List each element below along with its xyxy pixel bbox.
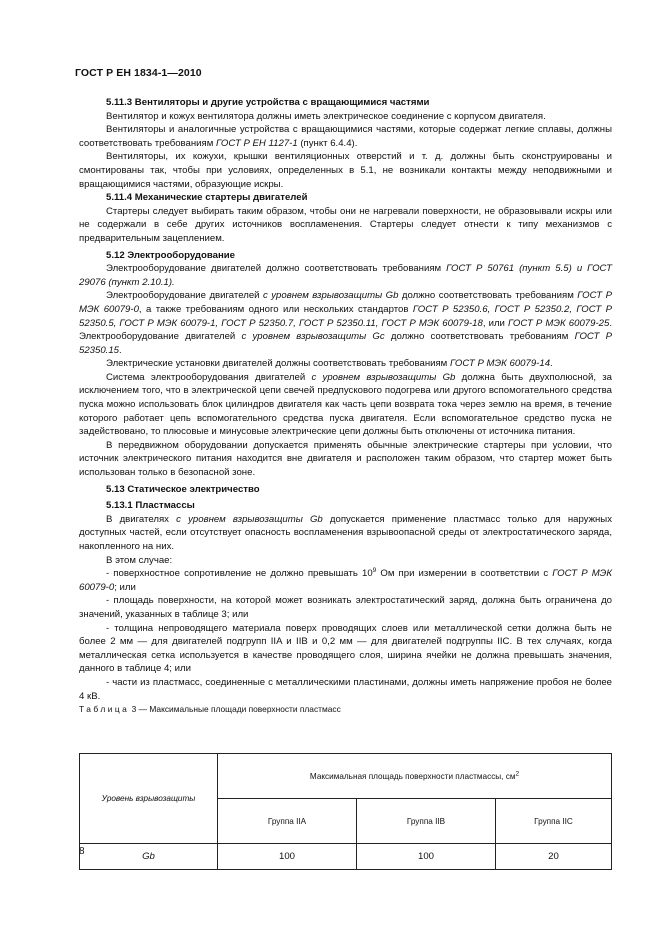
section-5-13-heading: 5.13 Статическое электричество	[106, 483, 260, 495]
document-body	[79, 96, 612, 717]
table-cell-level: Gb	[80, 844, 218, 870]
paragraph: Электрооборудование двигателей с уровнем взрывозащиты Gb должно соответствовать требованиям ГОСТ Р МЭК 60079-0, а также требованиям одного или нескольких стандартов ГОСТ Р 52350.6, ГОСТ Р 52350.2, ГОСТ Р 52350.5, ГОСТ Р МЭК 60079-1, ГОСТ Р 52350.7, ГОСТ Р 52350.11, ГОСТ Р МЭК 60079-18, или ГОСТ Р МЭК 60079-25. Электрооборудование двигателей с уровнем взрывозащиты Gc должно соответствовать требованиям ГОСТ Р 52350.15.	[79, 290, 613, 356]
paragraph: Электрические установки двигателей должны соответствовать требованиям ГОСТ Р МЭК 60079-14.	[106, 358, 553, 370]
section-5-11-3-heading: 5.11.3 Вентиляторы и другие устройства с вращающимися частями	[106, 97, 430, 108]
section-5-11-4-heading: 5.11.4 Механические стартеры двигателей	[106, 192, 308, 204]
table-cell: 100	[218, 844, 357, 870]
paragraph: Электрооборудование двигателей должно соответствовать требованиям ГОСТ Р 50761 (пункт 5.5) и ГОСТ 29076 (пункт 2.10.1).	[79, 263, 613, 288]
table-row	[80, 844, 612, 870]
list-item: - толщина непроводящего материала поверх проводящих слоев или металлической сетки должна быть не более 2 мм — для двигателей подгрупп IIA и IIB и 0,2 мм — для двигателей подгруппы IIC. В тех случаях, когда металлическая сетка используется в качестве проводящего слоя, ширина ячейки не должна превышать значения, данного в таблице 4; или	[79, 622, 612, 675]
paragraph: Система электрооборудования двигателей с уровнем взрывозащиты Gb должна быть двухполюсной, за исключением того, что в электрической цепи свечей предпускового подогрева или другого вспомогательного средства пуска можно использовать блок цилиндров двигателя как часть цепи возврата тока через землю на время, в течение которого работает цепь вспомогательного средства пуска двигателя. Если вспомогательное средство пуска не задействовано, то плюсовые и минусовые электрические цепи должны быть отключены от источника питания.	[79, 371, 612, 438]
table-cell: 100	[357, 844, 496, 870]
table-header-area: Максимальная площадь поверхности пластмассы, $см^2$	[218, 754, 612, 799]
paragraph: Вентилятор и кожух вентилятора должны иметь электрическое соединение с корпусом двигателя.	[106, 110, 546, 122]
page-number: 8	[79, 846, 85, 857]
paragraph: В двигателях с уровнем взрывозащиты Gb допускается применение пластмасс только для наружных доступных частей, если отсутствует опасность воспламенения взрывоопасной среды от электростатического заряда, накопленного на них.	[79, 513, 612, 552]
paragraph: Стартеры следует выбирать таким образом, чтобы они не нагревали поверхности, не образовывали искры или не содержали в себе других источников воспламенения. Стартеры следует отнести к типу механизмов с предварительным зацеплением.	[79, 205, 612, 244]
table-header-group-iib: Группа IIB	[357, 799, 496, 844]
section-5-13-1-heading: 5.13.1 Пластмассы	[106, 500, 195, 512]
document-header: ГОСТ Р ЕН 1834-1—2010	[75, 67, 202, 79]
paragraph: Вентиляторы и аналогичные устройства с вращающимися частями, которые содержат легкие сплавы, должны соответствовать требованиям ГОСТ Р ЕН 1127-1 (пункт 6.4.4).	[79, 124, 612, 149]
section-5-12-heading: 5.12 Электрооборудование	[106, 249, 236, 261]
max-plastic-area-table	[79, 753, 612, 870]
table-header-level: Уровень взрывозащиты	[80, 754, 218, 844]
standard-ref: ГОСТ Р ЕН 1127-1	[215, 137, 298, 149]
paragraph: В передвижном оборудовании допускается применять обычные электрические стартеры при условии, что источник электрического питания находится вне двигателя и расположен таким образом, что стартер может быть использован только в безопасной зоне.	[79, 439, 612, 479]
paragraph: Вентиляторы, их кожухи, крышки вентиляционных отверстий и т. д. должны быть сконструированы и смонтированы так, чтобы при условиях, определенных в 5.1, не возникали контакты между неподвижными и вращающимися частями, образующие искры.	[79, 151, 612, 190]
paragraph: В этом случае:	[106, 554, 173, 566]
list-item: - поверхностное сопротивление не должно превышать $10^9$ Ом при измерении в соответствии с ГОСТ Р МЭК 60079-0; или	[79, 567, 612, 593]
list-item: - части из пластмасс, соединенные с металлическими пластинами, должны иметь напряжение пробоя не более 4 кВ.	[79, 676, 612, 702]
table-cell: 20	[496, 844, 612, 870]
table-header-group-iia: Группа IIA	[218, 799, 357, 844]
table-header-group-iic: Группа IIC	[496, 799, 612, 844]
table-caption: Таблица 3 — Максимальные площади поверхности пластмасс	[79, 704, 341, 715]
list-item: - площадь поверхности, на которой может возникать электростатический заряд, должна быть ограничена до значений, указанных в таблице 3; или	[79, 595, 612, 620]
